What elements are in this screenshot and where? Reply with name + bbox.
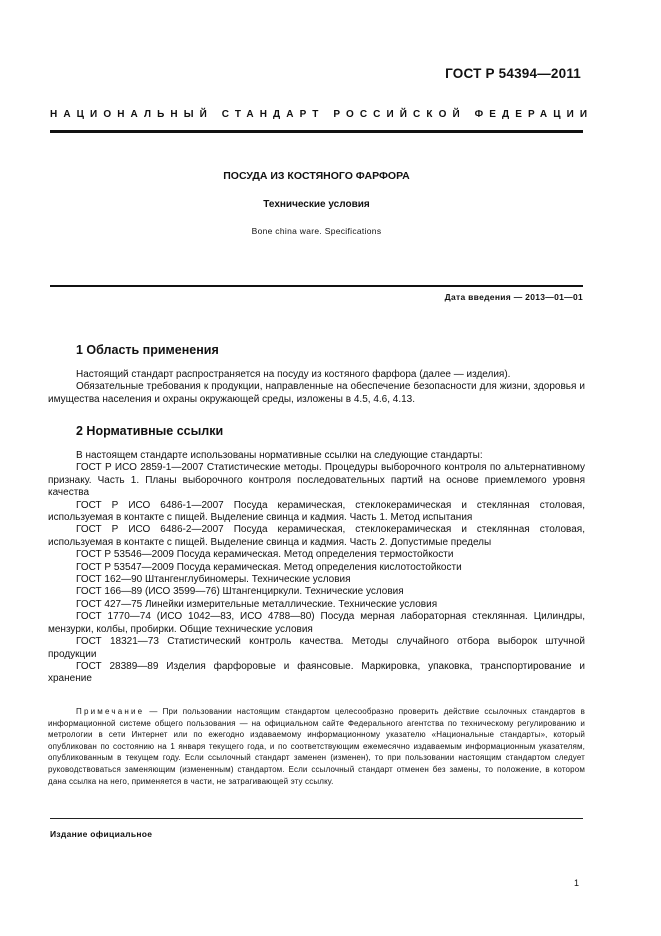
reference-item: ГОСТ Р 53546—2009 Посуда керамическая. Метод определения термостойкости	[76, 549, 454, 561]
section-1-body	[48, 369, 585, 406]
reference-item: ГОСТ 28389—89 Изделия фарфоровые и фаянсовые. Маркировка, упаковка, транспортирование и хранение	[48, 660, 585, 685]
note-block	[48, 706, 585, 787]
footer-divider	[50, 818, 583, 819]
national-standard-banner: НАЦИОНАЛЬНЫЙ СТАНДАРТ РОССИЙСКОЙ ФЕДЕРАЦИИ	[50, 109, 594, 120]
header-divider	[50, 130, 583, 133]
reference-item: ГОСТ Р 53547—2009 Посуда керамическая. Метод определения кислотостойкости	[76, 561, 462, 573]
edition-label: Издание официальное	[50, 829, 153, 839]
section-1-heading: 1 Область применения	[76, 343, 219, 357]
reference-item: ГОСТ Р ИСО 6486-2—2007 Посуда керамическая, стеклокерамическая и стеклянная столовая, используемая в контакте с пищей. Выделение свинца и кадмия. Часть 2. Допустимые пределы	[48, 524, 585, 548]
reference-item: ГОСТ 166—89 (ИСО 3599—76) Штангенциркули. Технические условия	[76, 586, 404, 598]
paragraph: Настоящий стандарт распространяется на посуду из костяного фарфора (далее — изделия).	[76, 369, 511, 380]
section-2-heading: 2 Нормативные ссылки	[76, 424, 224, 438]
note-text: — При пользовании настоящим стандартом целесообразно проверить действие ссылочных стандартов в информационной системе общего пользования — на официальном сайте Федерального агентства по техническому регулированию и метрологии в сети Интернет или по ежегодно издаваемому информационному указателю «Национальные стандарты», который опубликован по состоянию на 1 января текущего года, и по соответствующим ежемесячно издаваемым информационным указателям, опубликованным в текущем году. Если ссылочный стандарт заменен (изменен), то при пользовании настоящим стандартом следует руководствоваться заменяющим (измененным) стандартом. Если ссылочный стандарт отменен без замены, то положение, в котором дана ссылка на него, применяется в части, не затрагивающей эту ссылку.	[48, 707, 585, 786]
document-number: ГОСТ Р 54394—2011	[445, 66, 581, 81]
note-paragraph	[48, 706, 585, 787]
paragraph: В настоящем стандарте использованы нормативные ссылки на следующие стандарты:	[76, 450, 483, 461]
reference-item: ГОСТ Р ИСО 6486-1—2007 Посуда керамическая, стеклокерамическая и стеклянная столовая, используемая в контакте с пищей. Выделение свинца и кадмия. Часть 1. Метод испытания	[48, 499, 585, 524]
introduction-date: Дата введения — 2013—01—01	[444, 292, 583, 302]
document-title: ПОСУДА ИЗ КОСТЯНОГО ФАРФОРА	[223, 170, 410, 182]
page-number: 1	[573, 878, 579, 888]
note-label: Примечание	[76, 707, 145, 716]
reference-item: ГОСТ 18321—73 Статистический контроль качества. Методы случайного отбора выборок штучной продукции	[48, 636, 585, 660]
reference-item: ГОСТ 162—90 Штангенглубиномеры. Технические условия	[76, 574, 351, 586]
document-subtitle: Технические условия	[263, 199, 370, 210]
reference-item: ГОСТ Р ИСО 2859-1—2007 Статистические методы. Процедуры выборочного контроля по альтернативному признаку. Часть 1. Планы выборочного контроля последовательных партий на основе приемлемого уровня качества	[48, 462, 585, 499]
document-title-english: Bone china ware. Specifications	[251, 226, 382, 236]
reference-item: ГОСТ 1770—74 (ИСО 1042—83, ИСО 4788—80) Посуда мерная лабораторная стеклянная. Цилиндры, мензурки, колбы, пробирки. Общие технические условия	[48, 611, 585, 635]
title-divider	[50, 285, 583, 287]
reference-item: ГОСТ 427—75 Линейки измерительные металлические. Технические условия	[76, 598, 438, 610]
section-2-body	[48, 450, 585, 686]
paragraph: Обязательные требования к продукции, направленные на обеспечение безопасности для жизни, здоровья и имущества населения и охраны окружающей среды, изложены в 4.5, 4.6, 4.13.	[48, 381, 585, 405]
